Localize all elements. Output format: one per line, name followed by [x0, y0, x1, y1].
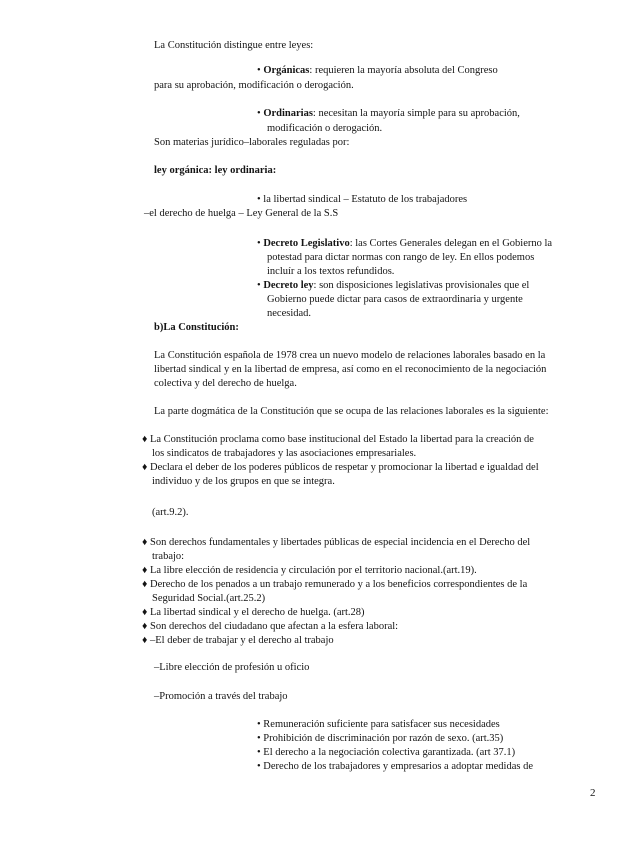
text-segment: Seguridad Social.(art.25.2) [152, 593, 266, 604]
text-segment: Son materias jurídico–laborales reguladas por: [154, 137, 350, 148]
text-segment: La parte dogmática de la Constitución que se ocupa de las relaciones laborales es la siguiente: [154, 406, 549, 417]
text-line [142, 606, 637, 620]
text-line [154, 690, 637, 704]
text-line [267, 251, 637, 265]
text-segment: ♦ Son derechos del ciudadano que afectan a la esfera laboral: [142, 621, 399, 632]
text-line [152, 506, 637, 520]
text-segment: ♦ La libre elección de residencia y circulación por el territorio nacional.(art.19). [142, 565, 477, 576]
text-segment: Ordinarias [263, 108, 313, 119]
text-segment: ♦ –El deber de trabajar y el derecho al trabajo [142, 635, 334, 646]
text-line [152, 592, 637, 606]
text-line [154, 377, 637, 391]
text-segment: ♦ Son derechos fundamentales y libertades públicas de especial incidencia en el Derecho del [142, 537, 531, 548]
text-line [154, 79, 637, 93]
text-line [154, 136, 637, 150]
text-segment: incluír a los textos refundidos. [267, 266, 395, 277]
text-segment: –Promoción a través del trabajo [154, 691, 288, 702]
text-line [152, 475, 637, 489]
text-segment: • Prohibición de discriminación por razón de sexo. (art.35) [257, 733, 504, 744]
text-segment: : las Cortes Generales delegan en el Gobierno la [349, 238, 553, 249]
text-line [142, 564, 637, 578]
text-segment: b)La Constitución: [154, 322, 239, 333]
text-line [142, 578, 637, 592]
text-line [142, 620, 637, 634]
text-segment: • [257, 65, 264, 76]
text-segment: • [257, 108, 264, 119]
text-segment: –el derecho de huelga – Ley General de la S.S [144, 208, 339, 219]
document-body [0, 39, 637, 774]
text-segment: ♦ La libertad sindical y el derecho de huelga. (art.28) [142, 607, 365, 618]
text-segment: modificación o derogación. [267, 123, 383, 134]
text-segment: • la libertad sindical – Estatuto de los trabajadores [257, 194, 468, 205]
text-line [154, 321, 637, 335]
text-line [154, 39, 637, 53]
text-line [154, 405, 637, 419]
text-line [142, 461, 637, 475]
text-segment: para su aprobación, modificación o derogación. [154, 80, 354, 91]
text-segment: –Libre elección de profesión u oficio [154, 662, 310, 673]
text-segment: individuo y de los grupos en que se integra. [152, 476, 335, 487]
text-segment: Gobierno puede dictar para casos de extraordinaria y urgente [267, 294, 523, 305]
text-segment: : requieren la mayoría absoluta del Congreso [309, 65, 498, 76]
text-segment: ♦ Derecho de los penados a un trabajo remunerado y a los beneficios correspondientes de la [142, 579, 528, 590]
text-segment: ♦ Declara el deber de los poderes públicos de respetar y promocionar la libertad e igualdad del [142, 462, 539, 473]
text-line [144, 207, 637, 221]
text-line [267, 122, 637, 136]
text-line [152, 550, 637, 564]
text-line [154, 164, 637, 178]
text-segment: potestad para dictar normas con rango de ley. En ellos podemos [267, 252, 535, 263]
text-line [267, 307, 637, 321]
text-line [257, 64, 637, 78]
text-segment: Orgánicas [263, 65, 310, 76]
text-segment: los sindicatos de trabajadores y las asociaciones empresariales. [152, 448, 417, 459]
text-segment: (art.9.2). [152, 507, 189, 518]
text-segment: libertad sindical y en la libertad de empresa, así como en el reconocimiento de la negociación [154, 364, 547, 375]
text-segment: La Constitución distingue entre leyes: [154, 40, 314, 51]
text-segment: Decreto Legislativo [263, 238, 350, 249]
text-segment: necesidad. [267, 308, 312, 319]
text-line [142, 536, 637, 550]
text-segment: : necesitan la mayoría simple para su aprobación, [312, 108, 520, 119]
text-line [152, 447, 637, 461]
text-segment: Decreto ley [263, 280, 314, 291]
text-line [267, 293, 637, 307]
text-segment: • [257, 280, 264, 291]
text-line [142, 634, 637, 648]
text-line [142, 433, 637, 447]
text-line [257, 237, 637, 251]
text-segment: colectiva y del derecho de huelga. [154, 378, 297, 389]
text-line [267, 265, 637, 279]
text-line [257, 193, 637, 207]
text-segment: • [257, 238, 264, 249]
text-line [257, 732, 637, 746]
text-segment: • Derecho de los trabajadores y empresarios a adoptar medidas de [257, 761, 533, 772]
text-line [154, 363, 637, 377]
text-segment: • El derecho a la negociación colectiva garantizada. (art 37.1) [257, 747, 516, 758]
text-segment: : son disposiciones legislativas provisionales que el [313, 280, 530, 291]
text-segment: ley orgánica: ley ordinaria: [154, 165, 277, 176]
text-line [257, 107, 637, 121]
text-line [257, 718, 637, 732]
text-line [257, 746, 637, 760]
text-segment: ♦ La Constitución proclama como base institucional del Estado la libertad para la creación de [142, 434, 534, 445]
text-line [154, 349, 637, 363]
text-segment: trabajo: [152, 551, 185, 562]
text-line [257, 279, 637, 293]
text-segment: La Constitución española de 1978 crea un nuevo modelo de relaciones laborales basado en la [154, 350, 546, 361]
text-line [154, 661, 637, 675]
page-number: 2 [590, 787, 596, 799]
text-segment: • Remuneración suficiente para satisfacer sus necesidades [257, 719, 500, 730]
text-line [257, 760, 637, 774]
